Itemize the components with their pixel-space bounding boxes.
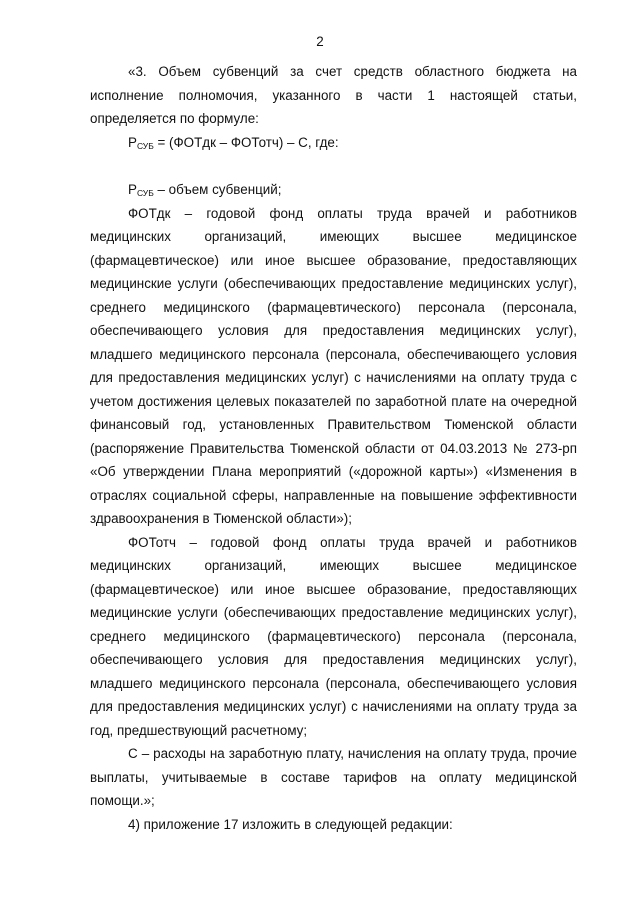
definition-fotdk: ФОТдк – годовой фонд оплаты труда врачей и работников медицинских организаций, имеющих высшее медицинское (фармацевтическое) или иное высшее образование, предоставляющих медицинские услуги (обеспечивающих предоставление медицинских услуг), среднего медицинского (фармацевтического) персонала (персонала, обеспечивающего условия для предоставления медицинских услуг), младшего медицинского персонала (персонала, обеспечивающего условия для предоставления медицинских услуг) с начислениями на оплату труда с учетом достижения целевых показателей по заработной плате на очередной финансовый год, установленных Правительством Тюменской области (распоряжение Правительства Тюменской области от 04.03.2013 № 273-рп «Об утверждении Плана мероприятий («дорожной карты») «Изменения в отраслях социальной сферы, направленные на повышение эффективности здравоохранения в Тюменской области»); — [90, 205, 577, 526]
item-4-appendix: 4) приложение 17 изложить в следующей редакции: — [128, 816, 453, 832]
definition-rsub — [90, 178, 577, 202]
formula-subscript: СУБ — [136, 140, 154, 151]
definition-subscript: СУБ — [136, 188, 154, 198]
blank-line — [90, 154, 577, 178]
document-body — [90, 60, 577, 836]
paragraph-subvention-volume: «3. Объем субвенций за счет средств областного бюджета на исполнение полномочия, указанного в части 1 настоящей статьи, определяется по формуле: — [90, 64, 577, 126]
definition-fototch: ФОТотч – годовой фонд оплаты труда врачей и работников медицинских организаций, имеющих высшее медицинское (фармацевтическое) или иное высшее образование, предоставляющих медицинские услуги (обеспечивающих предоставление медицинских услуг), среднего медицинского (фармацевтического) персонала (персонала, обеспечивающего условия для предоставления медицинских услуг), младшего медицинского персонала (персонала, обеспечивающего условия для предоставления медицинских услуг) с начислениями на оплату труда за год, предшествующий расчетному; — [90, 534, 577, 738]
page-number: 2 — [316, 34, 324, 49]
formula-expression: = (ФОТдк – ФОТотч) – С, где: — [153, 134, 339, 150]
definition-text: – объем субвенций; — [153, 182, 282, 197]
formula-line — [90, 131, 577, 155]
formula-symbol: Р — [128, 134, 137, 150]
definition-symbol: Р — [128, 182, 137, 197]
definition-c: С – расходы на заработную плату, начисления на оплату труда, прочие выплаты, учитываемые в составе тарифов на оплату медицинской помощи.»; — [90, 746, 577, 808]
